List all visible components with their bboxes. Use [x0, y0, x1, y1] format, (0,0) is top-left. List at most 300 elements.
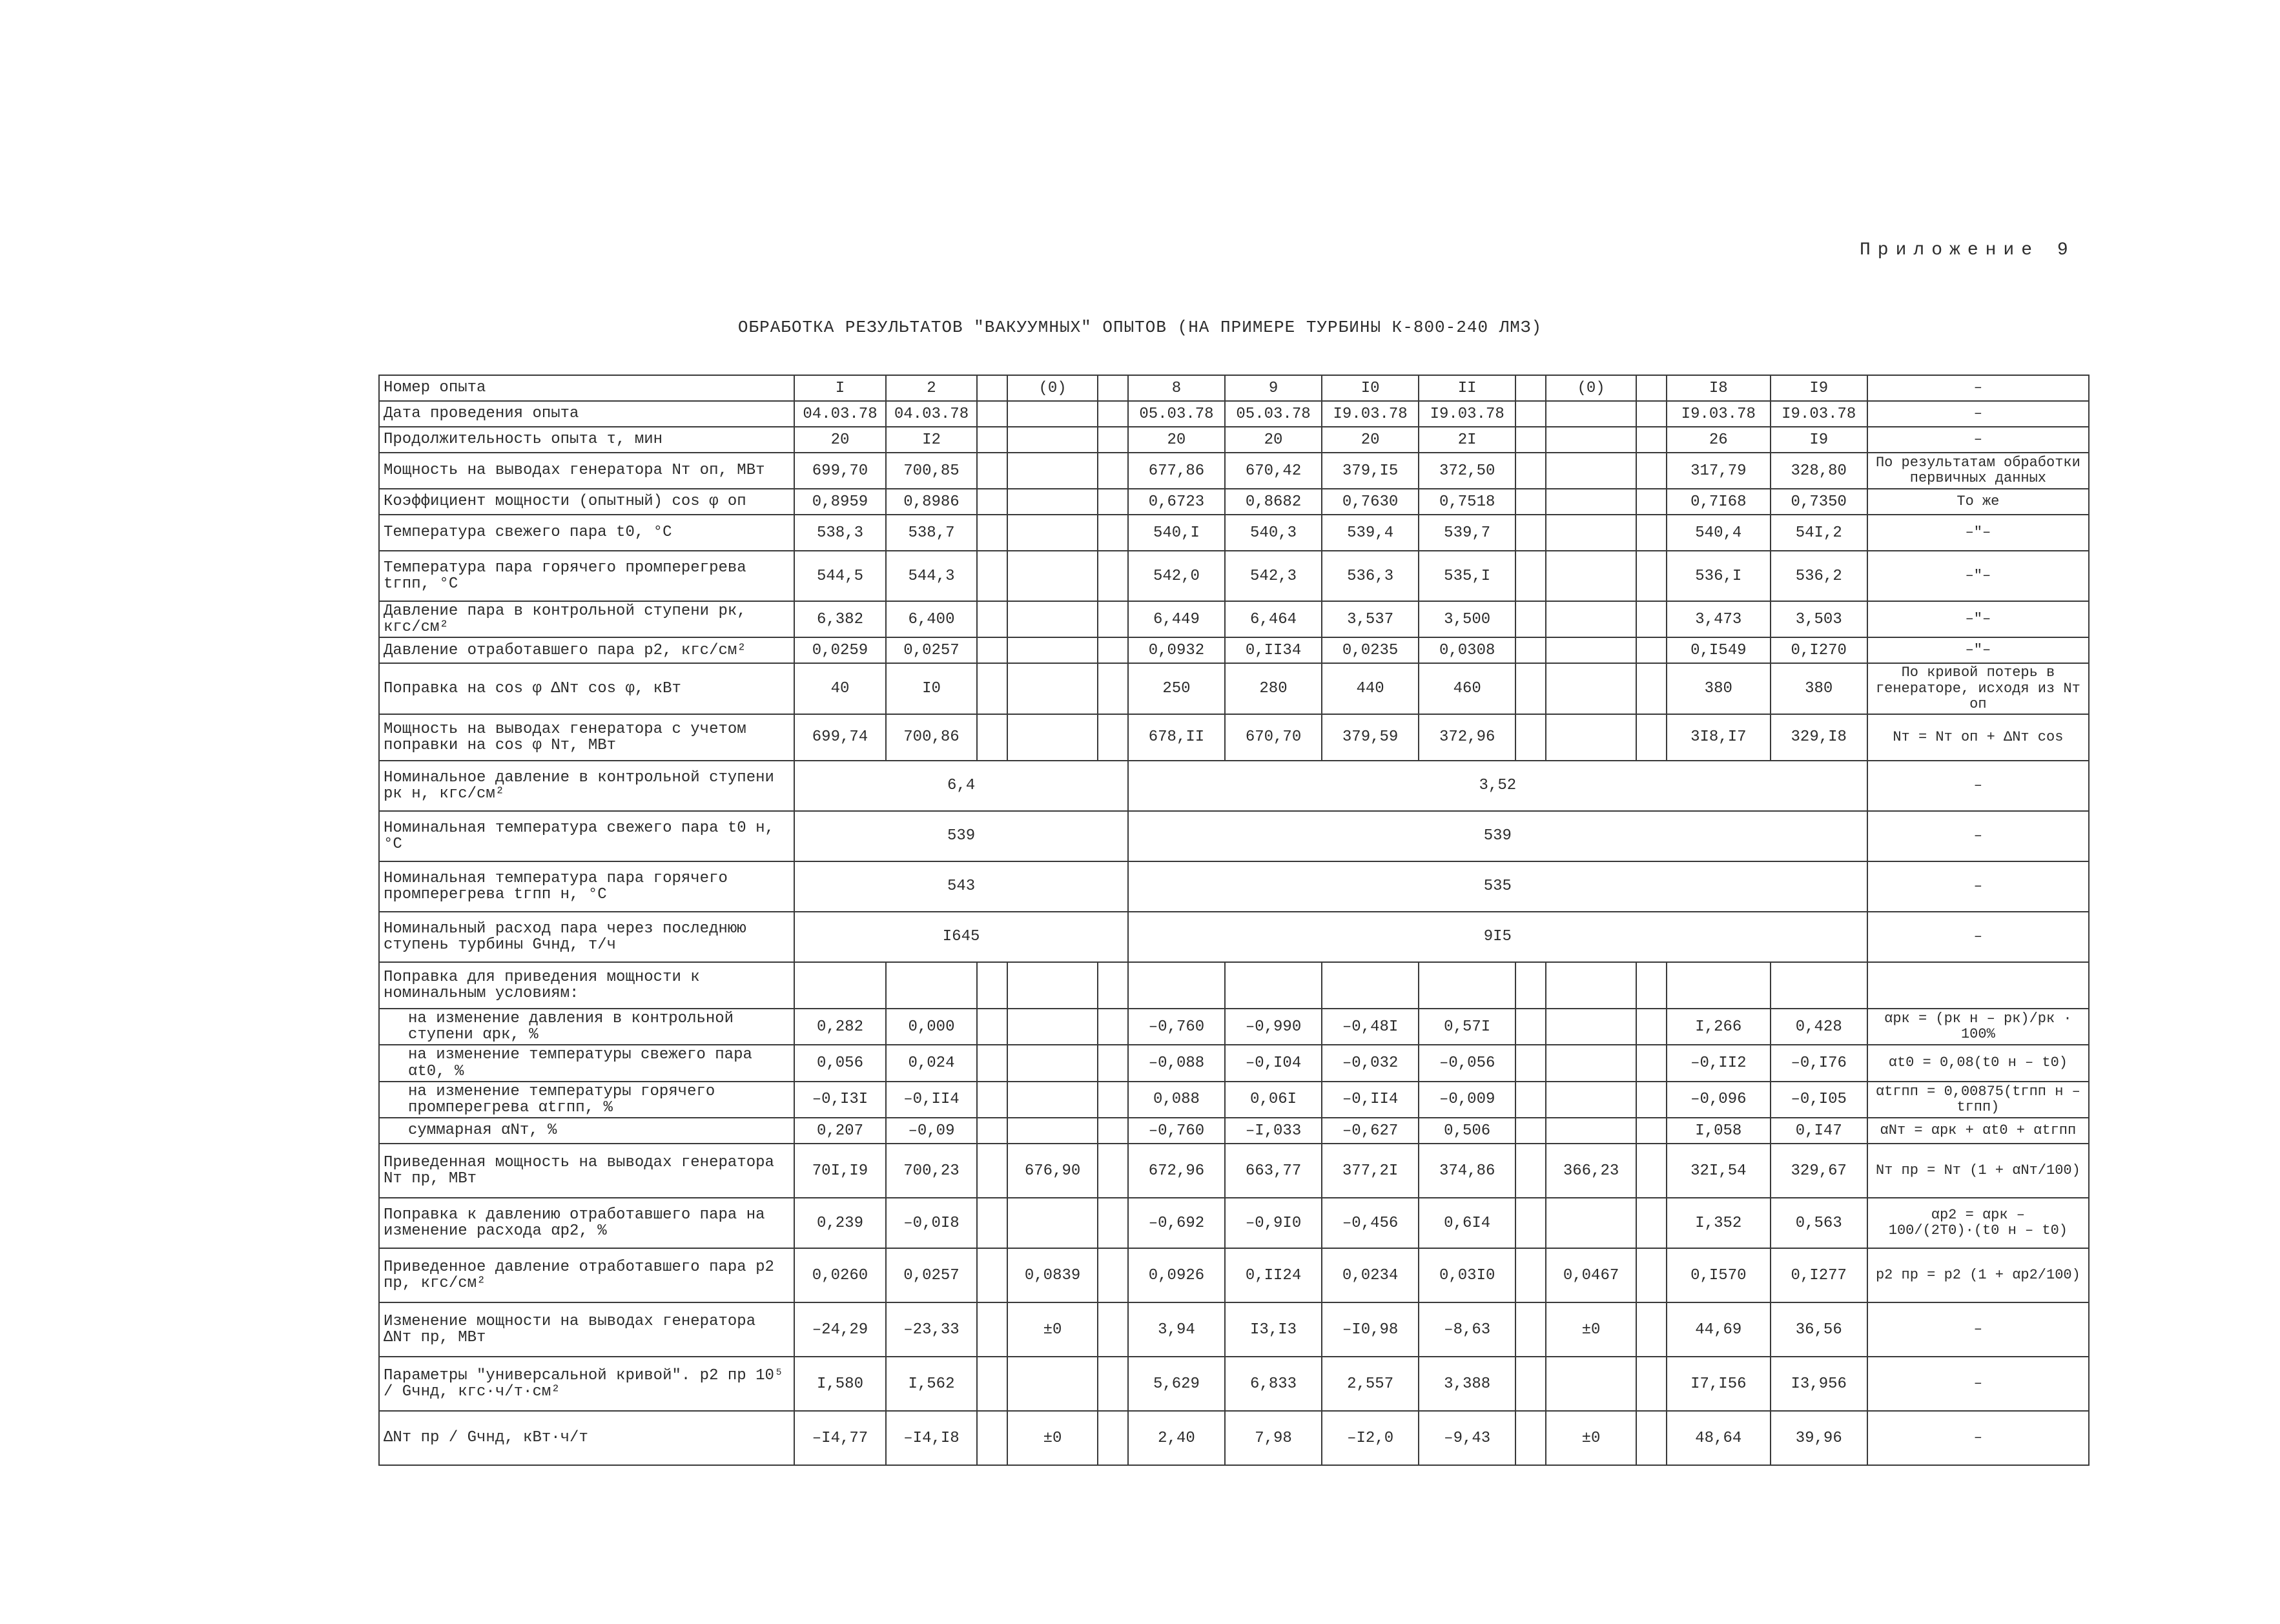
table-cell — [1515, 962, 1546, 1009]
table-cell — [1098, 427, 1128, 453]
row-label: Температура пара горячего промперегрева tгпп, °C — [379, 551, 794, 601]
table-cell: –0,692 — [1128, 1198, 1225, 1248]
table-cell — [1098, 551, 1128, 601]
table-cell: 672,96 — [1128, 1144, 1225, 1198]
nominal-value-group1: 543 — [794, 861, 1128, 912]
table-cell — [1515, 1302, 1546, 1357]
table-cell: 3,503 — [1771, 601, 1867, 637]
table-cell — [977, 714, 1007, 761]
row-label: Приведенное давление отработавшего пара p2 пр, кгс/см² — [379, 1248, 794, 1302]
table-cell: 460 — [1419, 663, 1515, 714]
table-cell — [1636, 551, 1667, 601]
table-cell — [1128, 962, 1225, 1009]
table-cell: 0,8959 — [794, 489, 886, 515]
table-cell: ±0 — [1546, 1302, 1636, 1357]
table-cell — [1007, 453, 1097, 489]
table-cell — [1007, 663, 1097, 714]
table-cell: 20 — [1128, 427, 1225, 453]
table-cell — [1007, 1118, 1097, 1144]
table-row — [379, 962, 2089, 1009]
table-cell: I9 — [1771, 375, 1867, 401]
table-cell — [1098, 401, 1128, 427]
table-cell: –I2,0 — [1322, 1411, 1419, 1465]
document-title: ОБРАБОТКА РЕЗУЛЬТАТОВ "ВАКУУМНЫХ" ОПЫТОВ (НА ПРИМЕРЕ ТУРБИНЫ К-800-240 ЛМЗ) — [737, 318, 1543, 337]
row-note: –"– — [1867, 551, 2089, 601]
table-row — [379, 601, 2089, 637]
row-label: Поправка на cos φ ΔNт cos φ, кВт — [379, 663, 794, 714]
row-note: – — [1867, 1302, 2089, 1357]
row-label: Мощность на выводах генератора с учетом поправки на cos φ Nт, МВт — [379, 714, 794, 761]
row-note: Nт пр = Nт (1 + αNт/100) — [1867, 1144, 2089, 1198]
table-cell — [1636, 427, 1667, 453]
table-cell: 05.03.78 — [1225, 401, 1322, 427]
table-cell: –9,43 — [1419, 1411, 1515, 1465]
table-cell: (0) — [1007, 375, 1097, 401]
table-cell: –0,056 — [1419, 1045, 1515, 1081]
table-cell: 0,000 — [886, 1009, 978, 1045]
table-cell — [1636, 453, 1667, 489]
row-note: – — [1867, 375, 2089, 401]
table-cell: 0,0839 — [1007, 1248, 1097, 1302]
table-cell — [1007, 1009, 1097, 1045]
table-cell: 542,0 — [1128, 551, 1225, 601]
table-cell: 250 — [1128, 663, 1225, 714]
table-cell: 32I,54 — [1667, 1144, 1771, 1198]
table-cell — [977, 601, 1007, 637]
table-cell: II — [1419, 375, 1515, 401]
table-cell: 329,67 — [1771, 1144, 1867, 1198]
table-cell — [977, 1198, 1007, 1248]
table-row — [379, 714, 2089, 761]
row-note: αt0 = 0,08(t0 н – t0) — [1867, 1045, 2089, 1081]
row-label: на изменение давления в контрольной ступени αpк, % — [379, 1009, 794, 1045]
table-cell — [977, 1302, 1007, 1357]
row-label: Номинальная температура пара горячего промперегрева tгпп н, °C — [379, 861, 794, 912]
table-cell — [1546, 427, 1636, 453]
table-cell: 663,77 — [1225, 1144, 1322, 1198]
table-cell: 2,40 — [1128, 1411, 1225, 1465]
table-cell — [1636, 1045, 1667, 1081]
table-cell — [1515, 1045, 1546, 1081]
table-cell — [1098, 1144, 1128, 1198]
table-cell: 5,629 — [1128, 1357, 1225, 1411]
table-cell — [977, 453, 1007, 489]
table-cell: 0,088 — [1128, 1082, 1225, 1118]
table-cell: –0,088 — [1128, 1045, 1225, 1081]
table-cell: 0,0259 — [794, 637, 886, 663]
table-cell: 535,I — [1419, 551, 1515, 601]
table-cell: 0,03I0 — [1419, 1248, 1515, 1302]
table-cell — [1636, 375, 1667, 401]
row-note: То же — [1867, 489, 2089, 515]
table-row — [379, 401, 2089, 427]
table-cell — [1546, 1045, 1636, 1081]
table-cell: 05.03.78 — [1128, 401, 1225, 427]
table-cell: 20 — [1225, 427, 1322, 453]
table-cell: 0,I270 — [1771, 637, 1867, 663]
table-row — [379, 811, 2089, 861]
table-cell — [1098, 1118, 1128, 1144]
table-cell: 677,86 — [1128, 453, 1225, 489]
table-cell — [1098, 1082, 1128, 1118]
table-cell: –I4,77 — [794, 1411, 886, 1465]
table-cell — [1007, 489, 1097, 515]
table-cell: 440 — [1322, 663, 1419, 714]
table-cell — [977, 551, 1007, 601]
table-cell — [1771, 962, 1867, 1009]
table-cell — [1007, 427, 1097, 453]
table-cell: 380 — [1771, 663, 1867, 714]
table-cell: 678,II — [1128, 714, 1225, 761]
row-label: Продолжительность опыта τ, мин — [379, 427, 794, 453]
table-cell — [1515, 1144, 1546, 1198]
table-cell: I3,956 — [1771, 1357, 1867, 1411]
table-cell — [1636, 1198, 1667, 1248]
row-label: Давление отработавшего пара p2, кгс/см² — [379, 637, 794, 663]
table-cell — [1098, 1248, 1128, 1302]
row-note: – — [1867, 861, 2089, 912]
table-cell: 7,98 — [1225, 1411, 1322, 1465]
table-cell — [1007, 1198, 1097, 1248]
table-cell: 699,70 — [794, 453, 886, 489]
row-label: Параметры "универсальной кривой". p2 пр 10⁵ / Gчнд, кгс·ч/т·см² — [379, 1357, 794, 1411]
table-cell — [977, 962, 1007, 1009]
table-cell — [1098, 962, 1128, 1009]
table-cell: 0,I570 — [1667, 1248, 1771, 1302]
table-cell — [1098, 601, 1128, 637]
table-row — [379, 761, 2089, 811]
table-cell: 0,506 — [1419, 1118, 1515, 1144]
table-cell: 0,563 — [1771, 1198, 1867, 1248]
table-row — [379, 1302, 2089, 1357]
table-cell — [977, 1045, 1007, 1081]
table-cell: 0,8986 — [886, 489, 978, 515]
table-cell: 48,64 — [1667, 1411, 1771, 1465]
table-cell: –0,096 — [1667, 1082, 1771, 1118]
table-cell: –0,I76 — [1771, 1045, 1867, 1081]
table-cell: 6,449 — [1128, 601, 1225, 637]
table-cell — [794, 962, 886, 1009]
table-cell — [1515, 1248, 1546, 1302]
table-cell — [1098, 453, 1128, 489]
table-cell — [1636, 1082, 1667, 1118]
table-cell: 0,0257 — [886, 637, 978, 663]
section-label: Поправка для приведения мощности к номинальным условиям: — [379, 962, 794, 1009]
table-cell — [1515, 515, 1546, 551]
row-note: – — [1867, 912, 2089, 962]
table-cell: ±0 — [1546, 1411, 1636, 1465]
table-cell: 3,388 — [1419, 1357, 1515, 1411]
table-cell — [1636, 1411, 1667, 1465]
table-cell — [977, 427, 1007, 453]
table-cell — [1636, 401, 1667, 427]
table-cell: 6,464 — [1225, 601, 1322, 637]
table-cell — [1515, 375, 1546, 401]
table-cell: 676,90 — [1007, 1144, 1097, 1198]
table-cell — [1098, 714, 1128, 761]
table-cell: –0,09 — [886, 1118, 978, 1144]
table-cell: 0,0467 — [1546, 1248, 1636, 1302]
table-cell — [1322, 962, 1419, 1009]
table-cell: –0,456 — [1322, 1198, 1419, 1248]
table-cell: I,580 — [794, 1357, 886, 1411]
table-cell — [1007, 1357, 1097, 1411]
table-cell: 538,7 — [886, 515, 978, 551]
table-cell: (0) — [1546, 375, 1636, 401]
table-row — [379, 663, 2089, 714]
table-cell: 8 — [1128, 375, 1225, 401]
table-cell — [1007, 551, 1097, 601]
table-cell — [1007, 637, 1097, 663]
table-cell: –I0,98 — [1322, 1302, 1419, 1357]
table-row — [379, 1411, 2089, 1465]
table-cell — [1098, 1045, 1128, 1081]
table-cell: –0,I04 — [1225, 1045, 1322, 1081]
row-note: –"– — [1867, 637, 2089, 663]
table-cell: 0,I277 — [1771, 1248, 1867, 1302]
table-cell: 0,0260 — [794, 1248, 886, 1302]
table-cell — [977, 1082, 1007, 1118]
table-cell: –0,48I — [1322, 1009, 1419, 1045]
table-cell: 0,0234 — [1322, 1248, 1419, 1302]
table-cell: 3,473 — [1667, 601, 1771, 637]
table-cell: 372,50 — [1419, 453, 1515, 489]
table-cell — [1636, 663, 1667, 714]
table-cell — [1636, 1248, 1667, 1302]
table-row — [379, 861, 2089, 912]
table-cell — [1515, 1009, 1546, 1045]
table-cell — [1007, 1045, 1097, 1081]
table-cell — [1546, 637, 1636, 663]
row-label: Коэффициент мощности (опытный) cos φ оп — [379, 489, 794, 515]
table-cell — [1515, 1118, 1546, 1144]
table-cell: 372,96 — [1419, 714, 1515, 761]
table-cell: –23,33 — [886, 1302, 978, 1357]
table-cell: I9.03.78 — [1322, 401, 1419, 427]
row-label: на изменение температуры горячего промперегрева αtгпп, % — [379, 1082, 794, 1118]
table-cell: I,058 — [1667, 1118, 1771, 1144]
table-cell: 20 — [794, 427, 886, 453]
table-cell: 670,70 — [1225, 714, 1322, 761]
table-cell — [1546, 1357, 1636, 1411]
table-cell: 3,537 — [1322, 601, 1419, 637]
table-cell: 0,0932 — [1128, 637, 1225, 663]
table-cell: I,266 — [1667, 1009, 1771, 1045]
table-cell: 40 — [794, 663, 886, 714]
table-cell — [1515, 427, 1546, 453]
table-cell: 379,59 — [1322, 714, 1419, 761]
table-cell: I3,I3 — [1225, 1302, 1322, 1357]
table-cell: 0,7350 — [1771, 489, 1867, 515]
table-cell — [1546, 962, 1636, 1009]
nominal-value-group1: 6,4 — [794, 761, 1128, 811]
table-cell: 699,74 — [794, 714, 886, 761]
table-cell — [1546, 1118, 1636, 1144]
table-cell: 0,428 — [1771, 1009, 1867, 1045]
table-row — [379, 1045, 2089, 1081]
table-cell: –I4,I8 — [886, 1411, 978, 1465]
table-cell: I9 — [1771, 427, 1867, 453]
row-label: суммарная αNт, % — [379, 1118, 794, 1144]
table-cell: –0,760 — [1128, 1118, 1225, 1144]
table-cell: 3,94 — [1128, 1302, 1225, 1357]
table-cell — [1636, 1118, 1667, 1144]
table-cell: I7,I56 — [1667, 1357, 1771, 1411]
table-cell — [1546, 714, 1636, 761]
table-cell: 538,3 — [794, 515, 886, 551]
table-cell — [1546, 401, 1636, 427]
table-cell: 0,7518 — [1419, 489, 1515, 515]
table-row — [379, 551, 2089, 601]
table-cell: 539,4 — [1322, 515, 1419, 551]
row-note: –"– — [1867, 515, 2089, 551]
table-cell: 04.03.78 — [794, 401, 886, 427]
row-label: Дата проведения опыта — [379, 401, 794, 427]
table-cell: 70I,I9 — [794, 1144, 886, 1198]
table-cell: 0,57I — [1419, 1009, 1515, 1045]
table-cell — [1007, 1082, 1097, 1118]
table-cell: I0 — [886, 663, 978, 714]
table-row — [379, 1248, 2089, 1302]
table-cell: I — [794, 375, 886, 401]
table-cell — [977, 637, 1007, 663]
table-cell: 3,500 — [1419, 601, 1515, 637]
table-cell — [1515, 714, 1546, 761]
table-cell: 0,0235 — [1322, 637, 1419, 663]
table-cell: 0,6I4 — [1419, 1198, 1515, 1248]
table-cell: 0,06I — [1225, 1082, 1322, 1118]
appendix-label: Приложение 9 — [1860, 240, 2075, 260]
table-cell: 36,56 — [1771, 1302, 1867, 1357]
table-row — [379, 1144, 2089, 1198]
nominal-value-group2: 3,52 — [1128, 761, 1867, 811]
table-cell: 20 — [1322, 427, 1419, 453]
table-cell — [977, 375, 1007, 401]
table-cell — [1098, 1302, 1128, 1357]
table-cell — [1636, 714, 1667, 761]
table-cell: 0,II34 — [1225, 637, 1322, 663]
table-cell: 540,4 — [1667, 515, 1771, 551]
table-cell: 3I8,I7 — [1667, 714, 1771, 761]
table-cell — [1098, 1357, 1128, 1411]
table-cell: 539,7 — [1419, 515, 1515, 551]
table-cell: 04.03.78 — [886, 401, 978, 427]
table-cell: –0,I3I — [794, 1082, 886, 1118]
table-cell: 0,207 — [794, 1118, 886, 1144]
table-cell — [1515, 401, 1546, 427]
table-cell — [1636, 489, 1667, 515]
row-label: Номинальная температура свежего пара t0 н, °C — [379, 811, 794, 861]
table-cell — [977, 1357, 1007, 1411]
table-cell — [1546, 551, 1636, 601]
table-cell — [1515, 489, 1546, 515]
row-label: ΔNт пр / Gчнд, кВт·ч/т — [379, 1411, 794, 1465]
table-cell: –24,29 — [794, 1302, 886, 1357]
row-note: –"– — [1867, 601, 2089, 637]
table-cell — [1546, 489, 1636, 515]
table-row — [379, 912, 2089, 962]
table-cell: I,352 — [1667, 1198, 1771, 1248]
table-cell — [1546, 1009, 1636, 1045]
table-row — [379, 489, 2089, 515]
row-label: Температура свежего пара t0, °C — [379, 515, 794, 551]
row-label: Приведенная мощность на выводах генератора Nт пр, МВт — [379, 1144, 794, 1198]
table-cell: 39,96 — [1771, 1411, 1867, 1465]
table-cell: –0,II2 — [1667, 1045, 1771, 1081]
table-row — [379, 375, 2089, 401]
row-note: – — [1867, 811, 2089, 861]
table-cell — [1546, 601, 1636, 637]
table-cell — [977, 401, 1007, 427]
table-cell: 317,79 — [1667, 453, 1771, 489]
table-cell — [1636, 1302, 1667, 1357]
table-cell: 380 — [1667, 663, 1771, 714]
table-cell — [1636, 1009, 1667, 1045]
row-note: – — [1867, 1411, 2089, 1465]
row-label: Изменение мощности на выводах генератора ΔNт пр, МВт — [379, 1302, 794, 1357]
row-note: По кривой потерь в генераторе, исходя из Nт оп — [1867, 663, 2089, 714]
table-cell: 0,0257 — [886, 1248, 978, 1302]
table-cell — [1667, 962, 1771, 1009]
table-row — [379, 1357, 2089, 1411]
table-cell: 536,2 — [1771, 551, 1867, 601]
row-label: Поправка к давлению отработавшего пара на изменение расхода αp2, % — [379, 1198, 794, 1248]
table-cell — [977, 1144, 1007, 1198]
table-cell: 26 — [1667, 427, 1771, 453]
row-note: p2 пр = p2 (1 + αp2/100) — [1867, 1248, 2089, 1302]
table-cell: –0,032 — [1322, 1045, 1419, 1081]
nominal-value-group2: 539 — [1128, 811, 1867, 861]
table-cell: 329,I8 — [1771, 714, 1867, 761]
table-cell — [1007, 601, 1097, 637]
table-cell — [1636, 637, 1667, 663]
table-cell: –0,0I8 — [886, 1198, 978, 1248]
table-cell: 2 — [886, 375, 978, 401]
table-cell: 540,3 — [1225, 515, 1322, 551]
table-cell: I8 — [1667, 375, 1771, 401]
row-note: αNт = αpк + αt0 + αtгпп — [1867, 1118, 2089, 1144]
table-row — [379, 515, 2089, 551]
table-cell: 0,0926 — [1128, 1248, 1225, 1302]
table-cell — [1225, 962, 1322, 1009]
table-cell: 6,400 — [886, 601, 978, 637]
table-cell — [1546, 515, 1636, 551]
table-cell: 0,6723 — [1128, 489, 1225, 515]
table-row — [379, 453, 2089, 489]
table-cell — [1098, 663, 1128, 714]
table-cell: 2,557 — [1322, 1357, 1419, 1411]
table-row — [379, 1198, 2089, 1248]
table-cell — [1098, 515, 1128, 551]
row-note: αp2 = αpк – 100/(2T0)·(t0 н – t0) — [1867, 1198, 2089, 1248]
table-cell: 2I — [1419, 427, 1515, 453]
table-cell — [1546, 453, 1636, 489]
table-cell: 0,239 — [794, 1198, 886, 1248]
table-cell: I0 — [1322, 375, 1419, 401]
table-cell — [1007, 714, 1097, 761]
table-cell: 280 — [1225, 663, 1322, 714]
table-cell: 700,23 — [886, 1144, 978, 1198]
row-note: – — [1867, 1357, 2089, 1411]
row-note: αtгпп = 0,00875(tгпп н – tгпп) — [1867, 1082, 2089, 1118]
table-row — [379, 1082, 2089, 1118]
nominal-value-group1: I645 — [794, 912, 1128, 962]
table-cell: 0,7630 — [1322, 489, 1419, 515]
table-cell: 0,056 — [794, 1045, 886, 1081]
table-cell: 366,23 — [1546, 1144, 1636, 1198]
table-cell — [1515, 1198, 1546, 1248]
table-cell — [1515, 637, 1546, 663]
